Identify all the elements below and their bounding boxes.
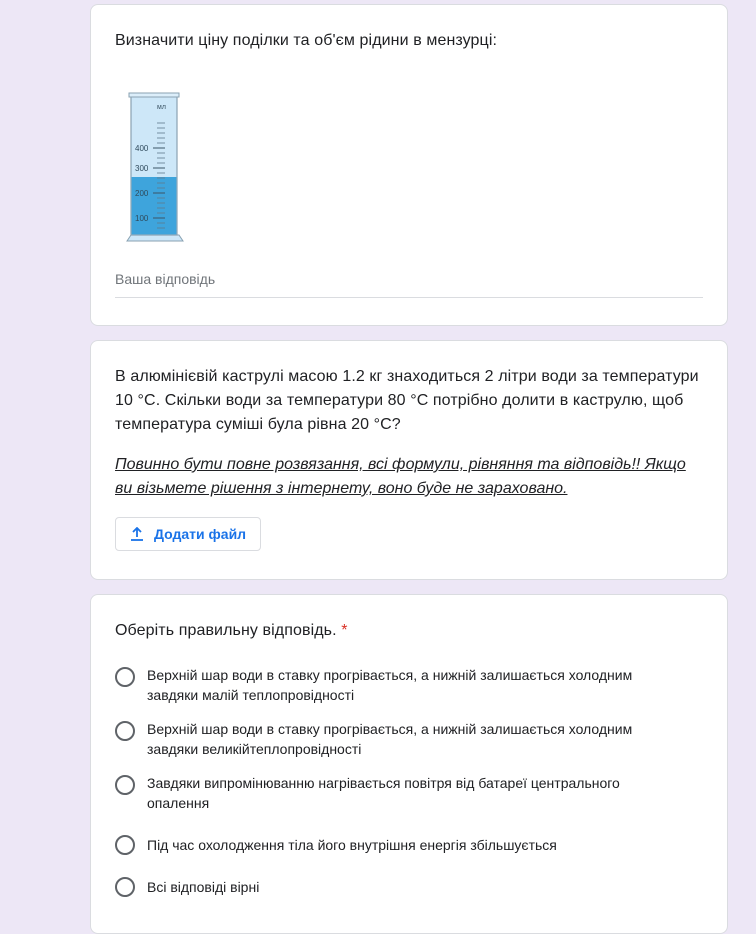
tick-label: 400 — [135, 144, 149, 153]
add-file-label: Додати файл — [154, 526, 247, 542]
question-title: В алюмінієвій каструлі масою 1.2 кг знаходиться 2 літри води за температури 10 °C. Скільки води за температури 80 °C потрібно долити в каструлю, щоб температура суміші була рівна 20 °C? — [115, 368, 699, 433]
cylinder-unit: мл — [157, 104, 166, 111]
option-label: Верхній шар води в ставку прогрівається, а нижній залишається холодним завдяки малій теплопровідності — [147, 667, 633, 703]
question-card-choice — [90, 594, 728, 934]
required-asterisk: * — [341, 622, 348, 639]
question-card-pot — [90, 340, 728, 580]
question-note: Повинно бути повне розвязання, всі формули, рівняння та відповідь!! Якщо ви візьмете рішення з інтернету, воно буде не зараховано. — [115, 456, 686, 497]
question-title — [115, 619, 703, 643]
upload-icon — [130, 527, 144, 541]
radio-option[interactable] — [115, 835, 703, 855]
question-title: Визначити ціну поділки та об'єм рідини в мензурці: — [115, 32, 498, 49]
radio-button[interactable] — [115, 835, 135, 855]
radio-button[interactable] — [115, 775, 135, 795]
option-label: Верхній шар води в ставку прогрівається, а нижній залишається холодним завдяки великійтеплопровідності — [147, 721, 633, 757]
radio-option[interactable] — [115, 719, 703, 759]
radio-option[interactable] — [115, 665, 703, 705]
add-file-button[interactable] — [115, 517, 261, 551]
answer-input[interactable]: Ваша відповідь — [115, 269, 703, 298]
radio-group — [115, 665, 703, 911]
tick-label: 200 — [135, 189, 149, 198]
option-label: Завдяки випромінюванню нагрівається повітря від батареї центрального опалення — [147, 775, 620, 811]
option-label: Під час охолодження тіла його внутрішня енергія збільшується — [147, 837, 557, 853]
radio-button[interactable] — [115, 721, 135, 741]
tick-label: 100 — [135, 214, 149, 223]
option-label: Всі відповіді вірні — [147, 879, 260, 895]
radio-button[interactable] — [115, 667, 135, 687]
question-card-cylinder — [90, 4, 728, 326]
radio-option[interactable] — [115, 773, 703, 813]
measuring-cylinder-image — [121, 89, 191, 249]
tick-label: 300 — [135, 164, 149, 173]
question-title-text: Оберіть правильну відповідь. — [115, 622, 337, 639]
radio-option[interactable] — [115, 877, 703, 897]
radio-button[interactable] — [115, 877, 135, 897]
